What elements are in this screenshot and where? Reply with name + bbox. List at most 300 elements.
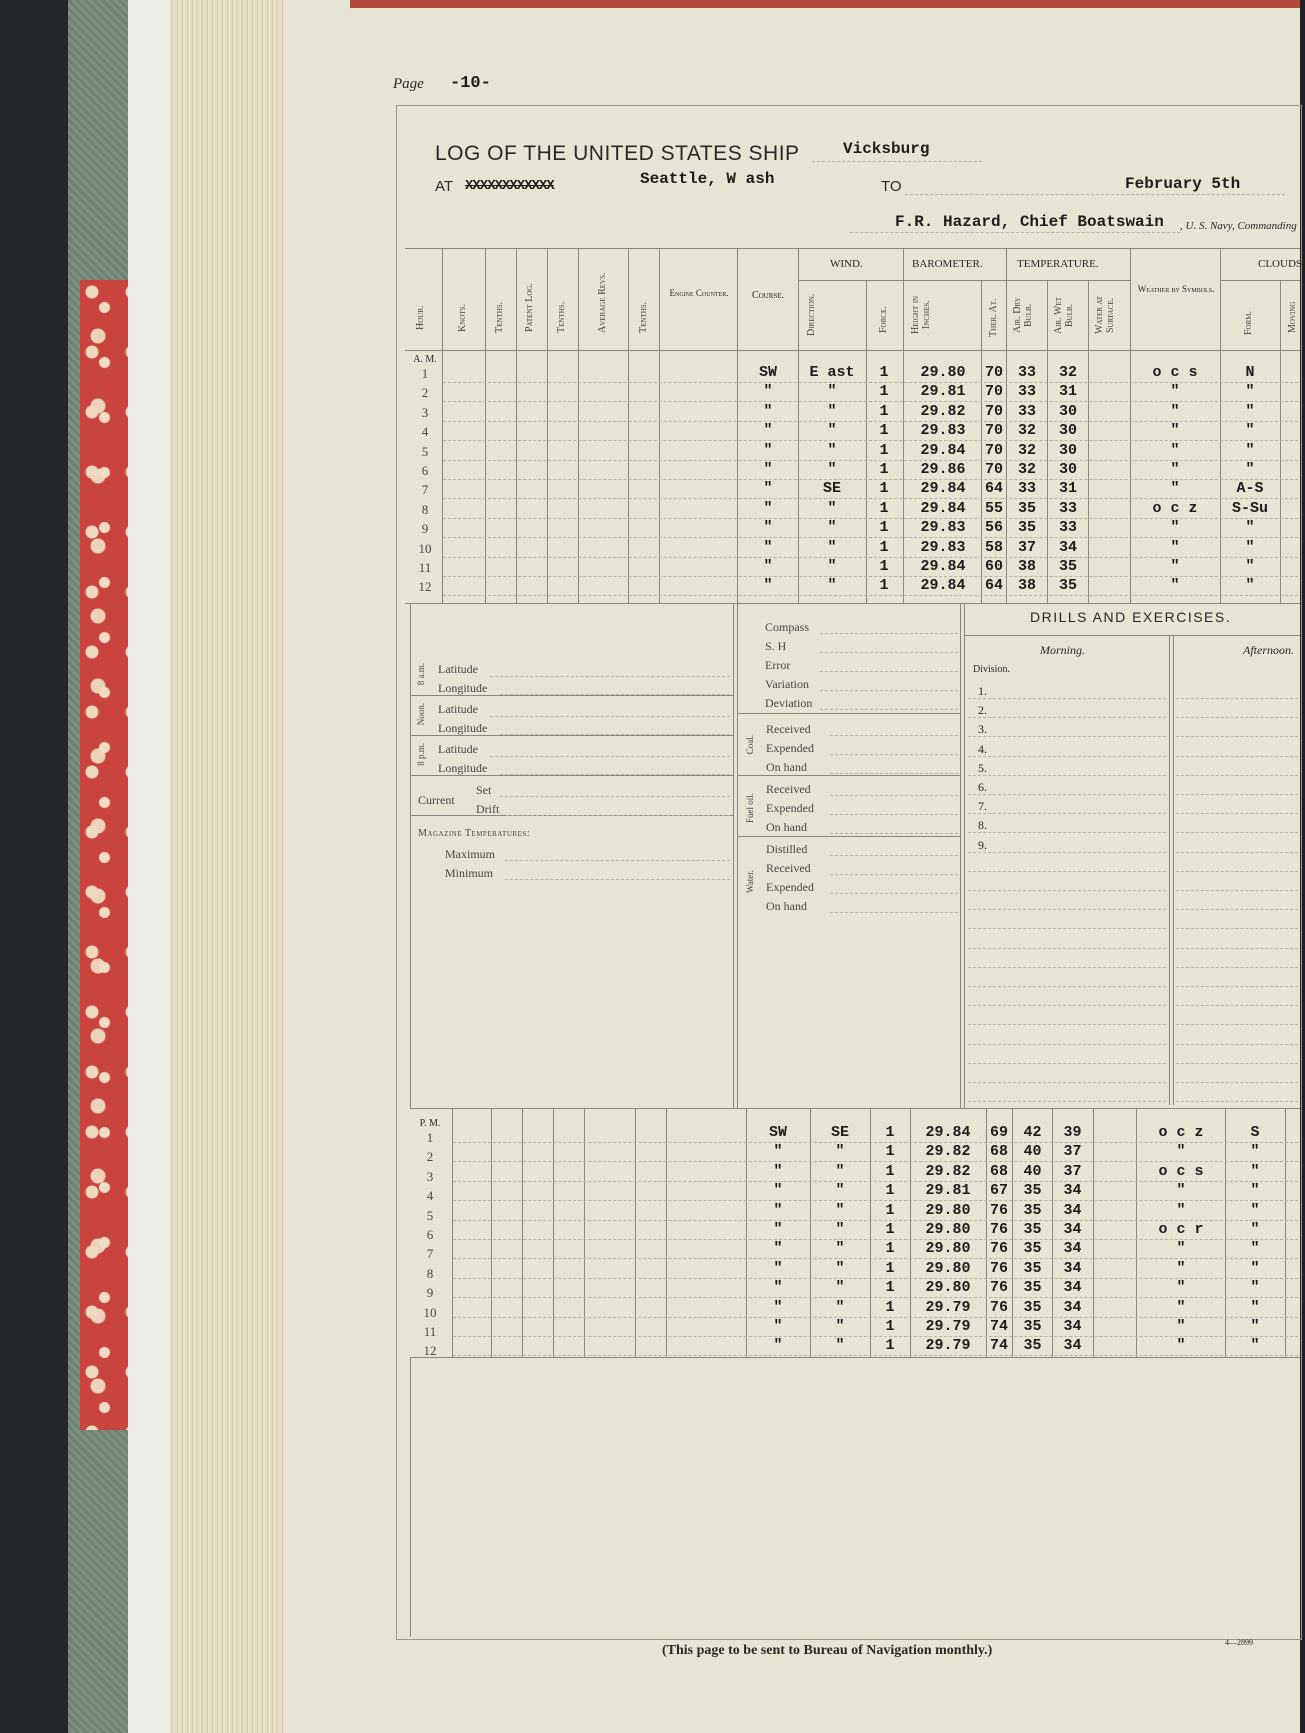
pm-ther-cell: 76	[989, 1299, 1008, 1316]
am-course-cell: "	[763, 539, 773, 556]
col-line	[516, 248, 517, 603]
am-force-cell: 1	[879, 519, 889, 536]
col-line	[553, 1108, 554, 1357]
pm-force-cell: 1	[885, 1221, 895, 1238]
water-header: Water at Surface.	[1094, 296, 1116, 334]
pm-baro-cell: 29.82	[925, 1163, 971, 1180]
col-line	[522, 1108, 523, 1357]
drill-line	[968, 1082, 1166, 1083]
drill-line	[1176, 1044, 1298, 1045]
drill-line	[1176, 909, 1298, 910]
col-line	[1130, 248, 1131, 603]
am-dir-cell: E ast	[809, 364, 855, 381]
noon-longitude: Longitude	[438, 721, 488, 735]
row-line	[443, 440, 1298, 441]
pm-ther-cell: 74	[989, 1318, 1008, 1335]
pm-baro-cell: 29.80	[925, 1202, 971, 1219]
am-form-cell: "	[1245, 558, 1255, 575]
am-dry-cell: 38	[1017, 577, 1036, 594]
col-line	[491, 1108, 492, 1357]
pm-dry-cell: 35	[1023, 1221, 1042, 1238]
drill-line	[1176, 698, 1298, 699]
ship-line	[812, 161, 982, 162]
pm-dry-cell: 35	[1023, 1279, 1042, 1296]
drill-line	[968, 794, 1166, 795]
pm-dir-cell: "	[835, 1163, 845, 1180]
hour-label: 3	[421, 405, 429, 420]
drill-line	[1176, 736, 1298, 737]
pm-baro-cell: 29.82	[925, 1143, 971, 1160]
pm-position-label: 8 p.m.	[416, 743, 426, 766]
am-wet-cell: 30	[1058, 403, 1077, 420]
pm-course-cell: "	[773, 1221, 783, 1238]
pm-longitude: Longitude	[438, 761, 488, 775]
drill-line	[1176, 832, 1298, 833]
title-prefix: LOG OF THE UNITED STATES SHIP	[435, 142, 800, 165]
am-form-cell: "	[1245, 577, 1255, 594]
pm-force-cell: 1	[885, 1337, 895, 1354]
hour-label: 6	[426, 1227, 434, 1242]
am-wet-cell: 34	[1058, 539, 1077, 556]
col-line	[1052, 1108, 1053, 1357]
am-dir-cell: "	[827, 558, 837, 575]
am-baro-cell: 29.84	[920, 577, 966, 594]
col-line	[1006, 248, 1007, 603]
force-header: Force.	[878, 306, 889, 334]
col-line	[1220, 248, 1221, 603]
am-latitude: Latitude	[438, 662, 478, 676]
moving-header: Moving	[1287, 301, 1298, 334]
mid-divider-1	[733, 603, 734, 1108]
pm-ther-cell: 74	[989, 1337, 1008, 1354]
am-ther-cell: 55	[984, 500, 1003, 517]
commander: F.R. Hazard, Chief Boatswain	[895, 213, 1164, 231]
drills-title: DRILLS AND EXERCISES.	[1030, 609, 1232, 625]
temperature-header: TEMPERATURE.	[1017, 258, 1099, 270]
pm-dir-cell: "	[835, 1260, 845, 1277]
drill-line	[968, 967, 1166, 968]
fill-line	[830, 874, 958, 875]
course-header: Course.	[751, 290, 785, 301]
fill-line	[820, 652, 958, 653]
compass-item: Variation	[765, 677, 809, 691]
am-dir-cell: "	[827, 461, 837, 478]
pm-dir-cell: "	[835, 1143, 845, 1160]
group-rule	[798, 280, 1130, 281]
fill-line	[490, 756, 730, 757]
am-position-label: 8 a.m.	[416, 663, 426, 686]
pm-form-cell: "	[1250, 1299, 1260, 1316]
pm-dir-cell: "	[835, 1240, 845, 1257]
pm-form-cell: "	[1250, 1202, 1260, 1219]
pm-form-cell: "	[1250, 1182, 1260, 1199]
maximum-label: Maximum	[445, 847, 495, 861]
pm-weather-cell: o c z	[1158, 1124, 1204, 1141]
am-weather-cell: "	[1170, 480, 1180, 497]
am-dir-cell: "	[827, 539, 837, 556]
fill-line	[500, 796, 730, 797]
hour-label: 11	[423, 1324, 437, 1339]
avg-revs-header: Average Revs.	[597, 272, 608, 333]
am-ther-cell: 64	[984, 480, 1003, 497]
set-label: Set	[476, 783, 492, 797]
knots-header: Knots.	[457, 303, 468, 332]
book-cover	[0, 0, 72, 1733]
water-item: Received	[766, 861, 811, 875]
am-course-cell: SW	[758, 364, 777, 381]
drill-line	[1176, 986, 1298, 987]
pm-baro-cell: 29.84	[925, 1124, 971, 1141]
pm-weather-cell: "	[1176, 1182, 1186, 1199]
pm-baro-cell: 29.80	[925, 1240, 971, 1257]
am-form-cell: "	[1245, 539, 1255, 556]
pm-course-cell: "	[773, 1260, 783, 1277]
pm-dir-cell: "	[835, 1221, 845, 1238]
coal-item: On hand	[766, 760, 807, 774]
pm-ther-cell: 68	[989, 1143, 1008, 1160]
am-dry-cell: 35	[1017, 500, 1036, 517]
water-item: Expended	[766, 880, 814, 894]
pm-dir-cell: "	[835, 1337, 845, 1354]
pm-course-cell: "	[773, 1163, 783, 1180]
pm-course-cell: SW	[768, 1124, 787, 1141]
fill-line	[500, 774, 730, 775]
pm-dry-cell: 35	[1023, 1260, 1042, 1277]
am-ther-cell: 56	[984, 519, 1003, 536]
am-force-cell: 1	[879, 558, 889, 575]
am-course-cell: "	[763, 519, 773, 536]
fill-line	[830, 855, 958, 856]
am-wet-cell: 30	[1058, 461, 1077, 478]
col-line	[1136, 1108, 1137, 1357]
row-line	[453, 1258, 1298, 1259]
am-wet-cell: 35	[1058, 558, 1077, 575]
drill-line	[968, 832, 1166, 833]
row-line	[443, 498, 1298, 499]
am-dir-cell: "	[827, 577, 837, 594]
pm-course-cell: "	[773, 1202, 783, 1219]
fuel_oil-item: On hand	[766, 820, 807, 834]
pm-dry-cell: 35	[1023, 1337, 1042, 1354]
fill-line	[505, 879, 730, 880]
pm-course-cell: "	[773, 1299, 783, 1316]
commander-line	[850, 232, 1180, 233]
hour-label: 12	[423, 1343, 437, 1358]
supply-rule	[737, 713, 960, 714]
col-line	[584, 1108, 585, 1357]
pm-weather-cell: "	[1176, 1279, 1186, 1296]
afternoon-label: Afternoon.	[1243, 643, 1294, 657]
pm-weather-cell: "	[1176, 1260, 1186, 1277]
pm-baro-cell: 29.79	[925, 1318, 971, 1335]
am-force-cell: 1	[879, 577, 889, 594]
am-dry-cell: 33	[1017, 364, 1036, 381]
drill-line	[1176, 794, 1298, 795]
pm-wet-cell: 34	[1063, 1202, 1082, 1219]
pm-weather-cell: "	[1176, 1143, 1186, 1160]
am-form-cell: "	[1245, 383, 1255, 400]
am-force-cell: 1	[879, 383, 889, 400]
pm-course-cell: "	[773, 1240, 783, 1257]
am-weather-cell: "	[1170, 461, 1180, 478]
pm-wet-cell: 34	[1063, 1182, 1082, 1199]
division-number: 1.	[978, 684, 987, 698]
drills-rule	[964, 635, 1300, 636]
am-ther-cell: 64	[984, 577, 1003, 594]
col-line	[1093, 1108, 1094, 1357]
am-ther-cell: 70	[984, 383, 1003, 400]
hour-label: 3	[426, 1169, 434, 1184]
am-weather-cell: o c s	[1152, 364, 1198, 381]
pm-ther-cell: 76	[989, 1202, 1008, 1219]
am-dir-cell: "	[827, 519, 837, 536]
drill-line	[968, 909, 1166, 910]
pm-course-cell: "	[773, 1182, 783, 1199]
am-course-cell: "	[763, 383, 773, 400]
pm-dir-cell: "	[835, 1182, 845, 1199]
drill-line	[968, 1024, 1166, 1025]
drill-line	[968, 717, 1166, 718]
col-line	[1285, 1108, 1286, 1357]
col-line	[578, 248, 579, 603]
fill-line	[830, 773, 958, 774]
mid-divider-1b	[737, 603, 738, 1108]
col-line	[485, 248, 486, 603]
col-line	[547, 248, 548, 603]
am-baro-cell: 29.84	[920, 500, 966, 517]
page-number: -10-	[450, 74, 491, 93]
am-course-cell: "	[763, 500, 773, 517]
drill-line	[968, 775, 1166, 776]
row-line	[443, 537, 1298, 538]
division-number: 9.	[978, 838, 987, 852]
am-dir-cell: "	[827, 403, 837, 420]
pm-form-cell: "	[1250, 1240, 1260, 1257]
fill-line	[820, 671, 958, 672]
pm-dir-cell: "	[835, 1202, 845, 1219]
am-force-cell: 1	[879, 442, 889, 459]
am-weather-cell: "	[1170, 539, 1180, 556]
hour-label: 2	[421, 385, 429, 400]
am-dry-cell: 32	[1017, 461, 1036, 478]
am-wet-cell: 31	[1058, 480, 1077, 497]
am-course-cell: "	[763, 403, 773, 420]
noon-position-label: Noon.	[416, 703, 426, 726]
drill-line	[968, 756, 1166, 757]
hour-label: 9	[426, 1285, 434, 1300]
pm-dry-cell: 40	[1023, 1143, 1042, 1160]
fill-line	[830, 833, 958, 834]
pm-baro-cell: 29.80	[925, 1260, 971, 1277]
to-label: TO	[881, 178, 902, 195]
am-wet-cell: 35	[1058, 577, 1077, 594]
col-line	[986, 1108, 987, 1357]
am-form-cell: "	[1245, 461, 1255, 478]
pm-ther-cell: 76	[989, 1240, 1008, 1257]
height-header: Height in Inches.	[910, 295, 932, 335]
pm-baro-cell: 29.79	[925, 1337, 971, 1354]
ship-name: Vicksburg	[843, 140, 930, 158]
am-dry-cell: 37	[1017, 539, 1036, 556]
am-baro-cell: 29.83	[920, 539, 966, 556]
tenths2-header: Tenths.	[556, 301, 567, 334]
am-force-cell: 1	[879, 422, 889, 439]
pm-wet-cell: 34	[1063, 1240, 1082, 1257]
air-wet-header: Air. Wet Bulb.	[1053, 296, 1075, 334]
am-baro-cell: 29.82	[920, 403, 966, 420]
drill-line	[968, 736, 1166, 737]
hour-label: 4	[421, 424, 429, 439]
pm-dry-cell: 35	[1023, 1202, 1042, 1219]
pm-course-cell: "	[773, 1318, 783, 1335]
row-line	[453, 1297, 1298, 1298]
col-line	[1280, 280, 1281, 603]
fuel_oil-item: Received	[766, 782, 811, 796]
drill-line	[968, 698, 1166, 699]
mid-divider-2b	[964, 603, 965, 1108]
hour-label: 7	[421, 482, 429, 497]
direction-header: Direction.	[806, 293, 817, 337]
compass-item: Compass	[765, 620, 810, 634]
struck-text: XXXXXXXXXXXX	[465, 178, 554, 194]
am-weather-cell: "	[1170, 403, 1180, 420]
pm-wet-cell: 34	[1063, 1337, 1082, 1354]
am-top-rule	[405, 248, 1300, 249]
am-dry-cell: 33	[1017, 383, 1036, 400]
drill-line	[1176, 1082, 1298, 1083]
date-line	[905, 194, 1285, 195]
col-line	[659, 248, 660, 603]
supply-rule	[737, 836, 960, 837]
am-bottom-rule	[405, 603, 1300, 604]
pm-force-cell: 1	[885, 1163, 895, 1180]
pm-form-cell: "	[1250, 1260, 1260, 1277]
fill-line	[830, 754, 958, 755]
hour-header: Hour.	[415, 305, 426, 330]
pm-wet-cell: 34	[1063, 1299, 1082, 1316]
mid-left-border	[410, 603, 411, 1108]
am-form-cell: N	[1245, 364, 1255, 381]
fill-line	[830, 795, 958, 796]
am-baro-cell: 29.83	[920, 422, 966, 439]
am-label: A. M.	[413, 354, 437, 365]
at-label: AT	[435, 178, 454, 195]
am-ther-cell: 70	[984, 364, 1003, 381]
pm-form-cell: "	[1250, 1318, 1260, 1335]
pm-dry-cell: 35	[1023, 1240, 1042, 1257]
am-form-cell: "	[1245, 403, 1255, 420]
row-line	[453, 1200, 1298, 1201]
drill-line	[1176, 756, 1298, 757]
navy-label: , U. S. Navy, Commanding	[1180, 220, 1297, 232]
am-dry-cell: 33	[1017, 403, 1036, 420]
pm-force-cell: 1	[885, 1240, 895, 1257]
hour-label: 10	[418, 541, 432, 556]
water-item: Distilled	[766, 842, 808, 856]
am-dry-cell: 38	[1017, 558, 1036, 575]
mid-divider-2	[960, 603, 961, 1108]
drill-line	[968, 1063, 1166, 1064]
drill-line	[1176, 890, 1298, 891]
drill-line	[968, 852, 1166, 853]
pm-ther-cell: 76	[989, 1221, 1008, 1238]
fill-line	[830, 814, 958, 815]
drill-line	[968, 1044, 1166, 1045]
fill-line	[820, 709, 958, 710]
am-dry-cell: 35	[1017, 519, 1036, 536]
row-line	[443, 401, 1298, 402]
page-label: Page	[393, 76, 424, 92]
am-header-rule	[405, 350, 1300, 351]
compass-item: S. H	[765, 639, 787, 653]
am-form-cell: "	[1245, 422, 1255, 439]
pm-course-cell: "	[773, 1279, 783, 1296]
pm-wet-cell: 39	[1063, 1124, 1082, 1141]
am-form-cell: "	[1245, 519, 1255, 536]
pm-weather-cell: "	[1176, 1318, 1186, 1335]
am-dir-cell: "	[827, 500, 837, 517]
pm-form-cell: "	[1250, 1143, 1260, 1160]
division-number: 7.	[978, 799, 987, 813]
drills-divider	[1169, 635, 1170, 1105]
hour-label: 7	[426, 1246, 434, 1261]
am-form-cell: "	[1245, 442, 1255, 459]
am-baro-cell: 29.81	[920, 383, 966, 400]
am-course-cell: "	[763, 442, 773, 459]
am-weather-cell: "	[1170, 383, 1180, 400]
pm-ther-cell: 68	[989, 1163, 1008, 1180]
col-line	[798, 248, 799, 603]
division-number: 8.	[978, 818, 987, 832]
water-item: On hand	[766, 899, 807, 913]
col-line	[870, 1108, 871, 1357]
col-line	[866, 280, 867, 603]
col-line	[1225, 1108, 1226, 1357]
drill-line	[968, 986, 1166, 987]
hour-label: 10	[423, 1305, 437, 1320]
supply-rule	[737, 775, 960, 776]
top-binding	[350, 0, 1300, 8]
col-line	[1047, 280, 1048, 603]
col-line	[903, 248, 904, 603]
am-wet-cell: 33	[1058, 500, 1077, 517]
drift-label: Drift	[476, 802, 500, 816]
am-baro-cell: 29.84	[920, 558, 966, 575]
footer-note: (This page to be sent to Bureau of Navigation monthly.)	[662, 1643, 993, 1658]
division-number: 5.	[978, 761, 987, 775]
endpaper	[128, 0, 173, 1733]
am-course-cell: "	[763, 480, 773, 497]
am-wet-cell: 30	[1058, 422, 1077, 439]
fill-line	[506, 815, 730, 816]
fill-line	[490, 716, 730, 717]
coal-item: Received	[766, 722, 811, 736]
am-dir-cell: "	[827, 383, 837, 400]
drill-line	[1176, 1101, 1298, 1102]
fill-line	[820, 633, 958, 634]
pm-form-cell: "	[1250, 1163, 1260, 1180]
fill-line	[830, 735, 958, 736]
pm-dir-cell: "	[835, 1299, 845, 1316]
pm-ther-cell: 67	[989, 1182, 1008, 1199]
am-ther-cell: 70	[984, 442, 1003, 459]
am-dry-cell: 32	[1017, 422, 1036, 439]
division-label: Division.	[973, 664, 1010, 675]
weather-header: Weather by Symbols.	[1137, 284, 1215, 294]
pm-baro-cell: 29.80	[925, 1279, 971, 1296]
am-weather-cell: "	[1170, 558, 1180, 575]
location: Seattle, W ash	[640, 170, 775, 188]
